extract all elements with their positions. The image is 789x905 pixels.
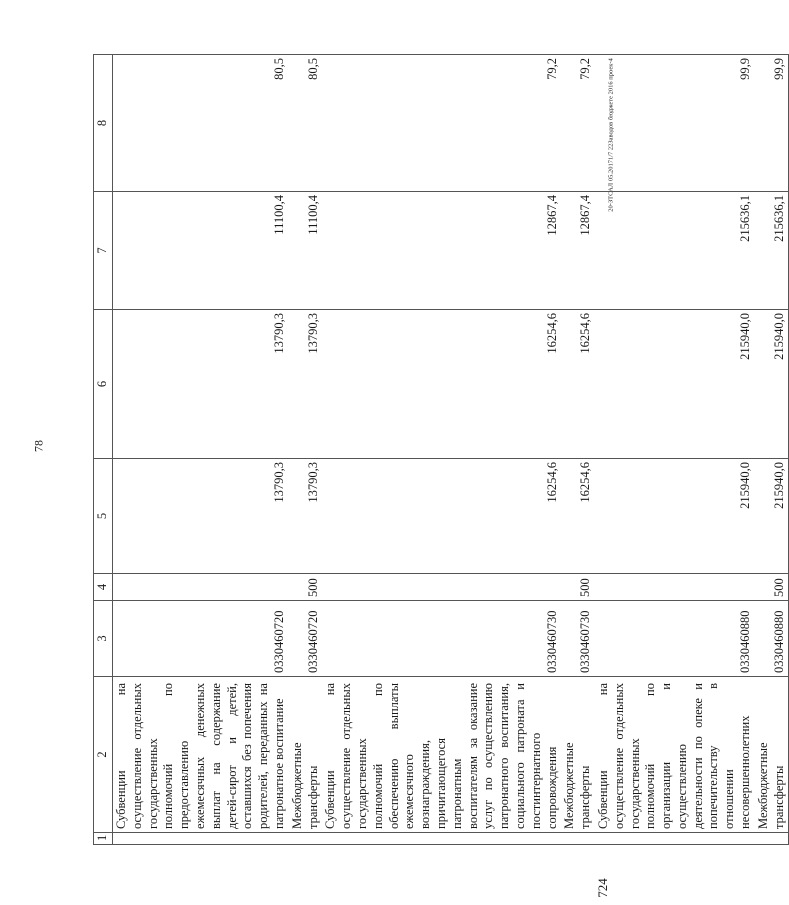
row-value-8: 79,2 — [561, 55, 595, 192]
row-type: 500 — [289, 574, 323, 601]
table-row — [595, 55, 755, 845]
header-col-8: 8 — [94, 55, 113, 192]
row-code: 0330460720 — [113, 601, 289, 677]
table-row — [322, 55, 561, 845]
header-col-5: 5 — [94, 459, 113, 574]
row-code: 0330460730 — [561, 601, 595, 677]
row-value-5: 13790,3 — [113, 459, 289, 574]
row-value-6: 13790,3 — [113, 310, 289, 459]
row-index-cell — [322, 833, 561, 845]
header-col-1: 1 — [94, 833, 113, 845]
row-value-5: 16254,6 — [322, 459, 561, 574]
row-name: Субвенции на осуществление отдельных государственных полномочий по предоставлению ежемесячных денежных выплат на содержание детей-сирот и детей, оставшихся без попечения родителей, переданных на патронатное воспитание — [113, 677, 289, 833]
row-name: Субвенции на осуществление отдельных государственных полномочий по организации и осуществлению деятельности по опеке и попечительству в отношении несовершеннолетних — [595, 677, 755, 833]
table-row — [561, 55, 595, 845]
row-value-8: 99,9 — [755, 55, 789, 192]
row-value-7: 11100,4 — [289, 192, 323, 310]
row-value-5: 215940,0 — [755, 459, 789, 574]
row-value-6: 215940,0 — [755, 310, 789, 459]
footer-page-number: 724 — [595, 878, 610, 898]
page-number: 78 — [31, 440, 46, 452]
row-value-6: 215940,0 — [595, 310, 755, 459]
row-value-5: 215940,0 — [595, 459, 755, 574]
header-col-3: 3 — [94, 601, 113, 677]
row-value-7: 12867,4 — [561, 192, 595, 310]
header-col-6: 6 — [94, 310, 113, 459]
row-name: Субвенции на осуществление отдельных государственных полномочий по обеспечению выплаты ежемесячного вознаграждения, причитающегося патронатным воспитателям за оказание услуг по осуществлению патронатного воспитания, социального патроната и постинтернатного сопровождения — [322, 677, 561, 833]
row-value-7: 215636,1 — [595, 192, 755, 310]
row-value-8: 80,5 — [289, 55, 323, 192]
row-index-cell — [595, 833, 755, 845]
row-value-6: 13790,3 — [289, 310, 323, 459]
row-code: 0330460880 — [595, 601, 755, 677]
row-value-8: 99,9 — [595, 55, 755, 192]
table-row — [755, 55, 789, 845]
row-value-5: 16254,6 — [561, 459, 595, 574]
row-value-7: 215636,1 — [755, 192, 789, 310]
header-col-4: 4 — [94, 574, 113, 601]
row-code: 0330460720 — [289, 601, 323, 677]
row-value-6: 16254,6 — [322, 310, 561, 459]
row-name: Межбюджетные трансферты — [561, 677, 595, 833]
row-value-7: 11100,4 — [113, 192, 289, 310]
row-index-cell — [755, 833, 789, 845]
file-path: 20-ЗТСАЛ 05.20171/7 22Заводов бюджете 2016 проек-4 — [607, 58, 615, 212]
table-row — [113, 55, 289, 845]
budget-table — [93, 54, 789, 845]
row-value-8: 80,5 — [113, 55, 289, 192]
row-type — [595, 574, 755, 601]
row-type — [113, 574, 289, 601]
table-header-row — [94, 55, 113, 845]
row-value-7: 12867,4 — [322, 192, 561, 310]
row-index-cell — [561, 833, 595, 845]
row-name: Межбюджетные трансферты — [755, 677, 789, 833]
row-code: 0330460880 — [755, 601, 789, 677]
header-col-7: 7 — [94, 192, 113, 310]
row-value-8: 79,2 — [322, 55, 561, 192]
row-code: 0330460730 — [322, 601, 561, 677]
row-index-cell — [289, 833, 323, 845]
table-row — [289, 55, 323, 845]
row-value-6: 16254,6 — [561, 310, 595, 459]
row-type: 500 — [561, 574, 595, 601]
row-value-5: 13790,3 — [289, 459, 323, 574]
row-index-cell — [113, 833, 289, 845]
row-type — [322, 574, 561, 601]
row-name: Межбюджетные трансферты — [289, 677, 323, 833]
header-col-2: 2 — [94, 677, 113, 833]
row-type: 500 — [755, 574, 789, 601]
